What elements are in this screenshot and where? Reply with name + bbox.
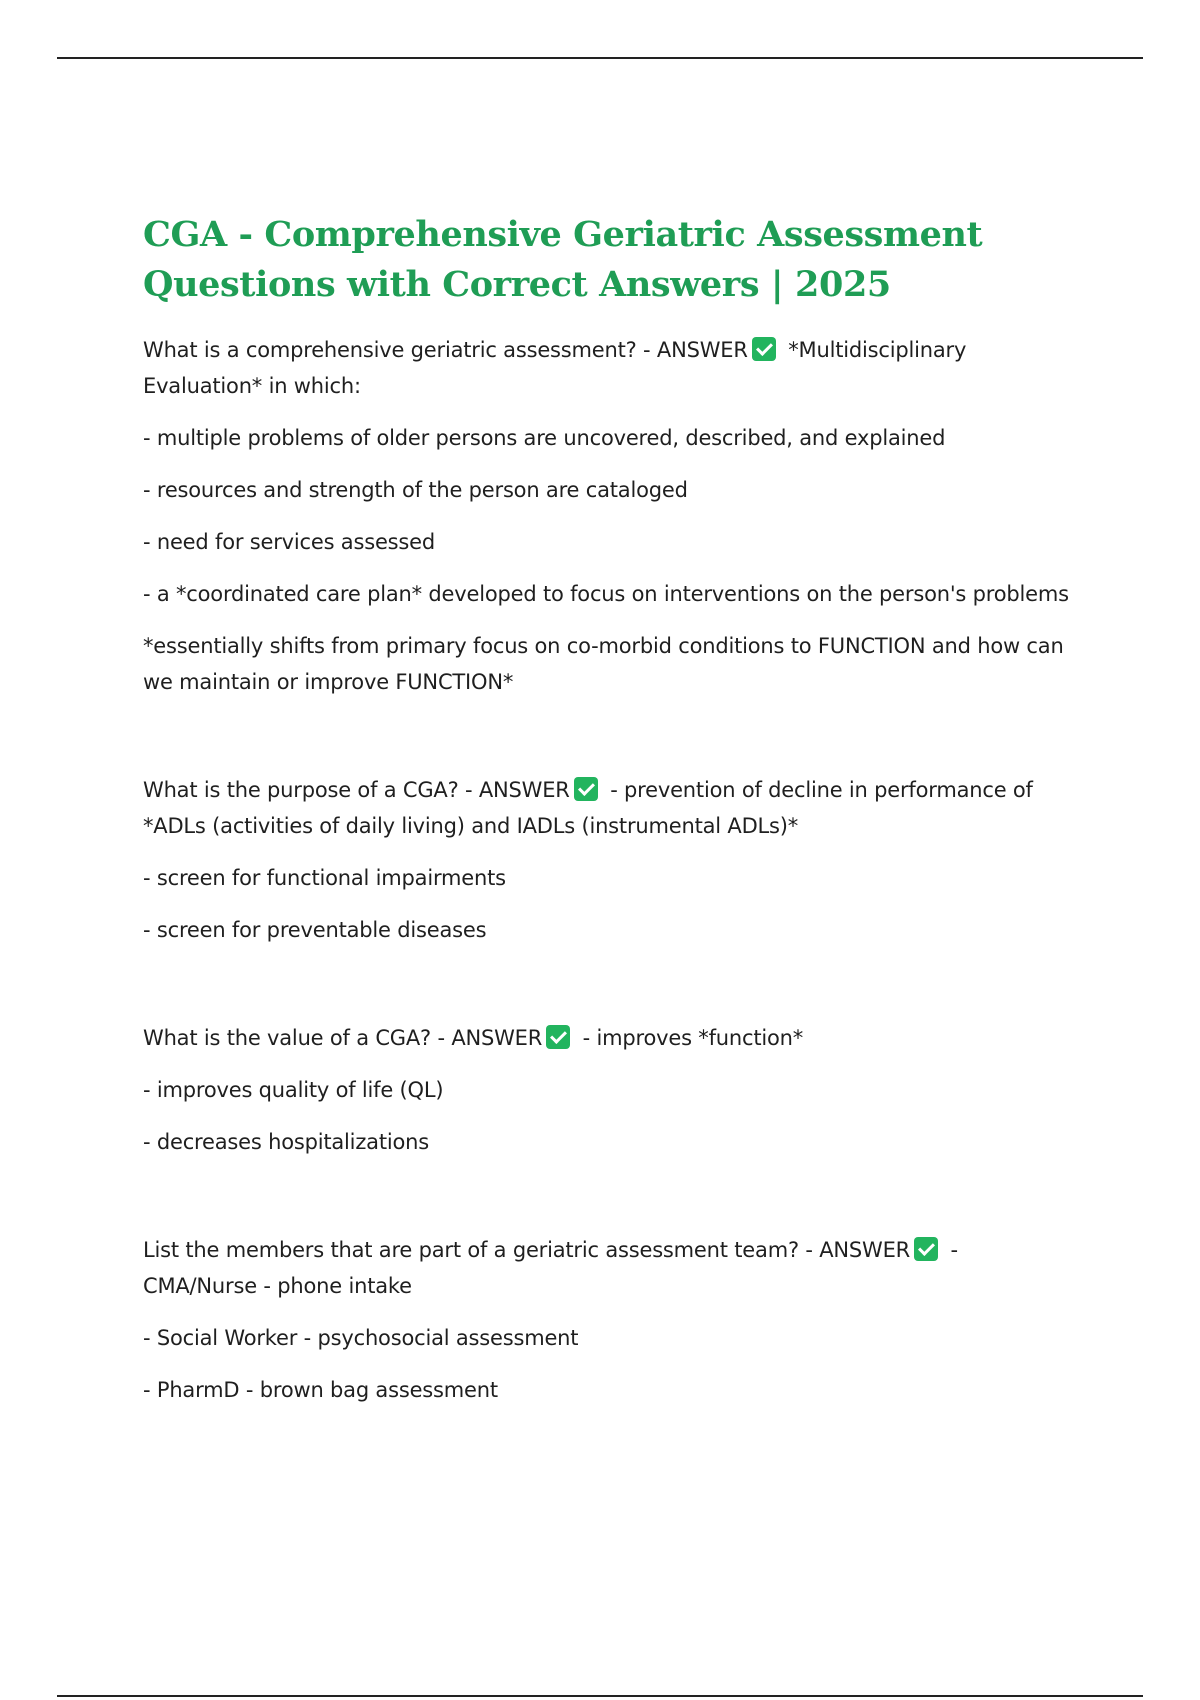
qa-block <box>143 332 1073 700</box>
question-text: What is a comprehensive geriatric assessment? - ANSWER <box>143 338 748 362</box>
section-spacer <box>143 1176 1073 1232</box>
qa-question-line <box>143 1232 1073 1304</box>
check-mark-icon <box>914 1237 938 1261</box>
qa-block <box>143 1020 1073 1160</box>
qa-question-line <box>143 332 1073 404</box>
section-spacer <box>143 716 1073 772</box>
question-text: What is the purpose of a CGA? - ANSWER <box>143 778 570 802</box>
section-spacer <box>143 964 1073 1020</box>
answer-point: - screen for preventable diseases <box>143 918 487 942</box>
answer-text: - prevention of decline in performance of *ADLs (activities of daily living) and IADLs (instrumental ADLs)* <box>143 778 1033 838</box>
answer-point: - multiple problems of older persons are uncovered, described, and explained <box>143 426 946 450</box>
answer-text: *Multidisciplinary Evaluation* in which: <box>143 338 967 398</box>
qa-question-line <box>143 772 1073 844</box>
check-mark-icon <box>546 1025 570 1049</box>
answer-point: - need for services assessed <box>143 530 435 554</box>
answer-point: - decreases hospitalizations <box>143 1130 429 1154</box>
answer-point: - Social Worker - psychosocial assessment <box>143 1326 579 1350</box>
question-text: What is the value of a CGA? - ANSWER <box>143 1026 543 1050</box>
document-page <box>143 210 1073 1424</box>
bottom-rule <box>57 1695 1143 1697</box>
top-rule <box>57 57 1143 59</box>
answer-point: - resources and strength of the person are cataloged <box>143 478 688 502</box>
qa-block <box>143 1232 1073 1408</box>
answer-point: - a *coordinated care plan* developed to focus on interventions on the person's problems <box>143 582 1069 606</box>
answer-point: - screen for functional impairments <box>143 866 506 890</box>
check-mark-icon <box>574 777 598 801</box>
qa-block <box>143 772 1073 948</box>
document-title: CGA - Comprehensive Geriatric Assessment Questions with Correct Answers | 2025 <box>143 214 983 305</box>
check-mark-icon <box>752 337 776 361</box>
answer-point: - PharmD - brown bag assessment <box>143 1378 498 1402</box>
answer-text: - CMA/Nurse - phone intake <box>143 1238 958 1298</box>
answer-text: - improves *function* <box>582 1026 804 1050</box>
question-text: List the members that are part of a geriatric assessment team? - ANSWER <box>143 1238 911 1262</box>
qa-question-line <box>143 1020 1073 1056</box>
answer-point: *essentially shifts from primary focus on co-morbid conditions to FUNCTION and how can we maintain or improve FUNCTION* <box>143 634 1064 694</box>
answer-point: - improves quality of life (QL) <box>143 1078 444 1102</box>
